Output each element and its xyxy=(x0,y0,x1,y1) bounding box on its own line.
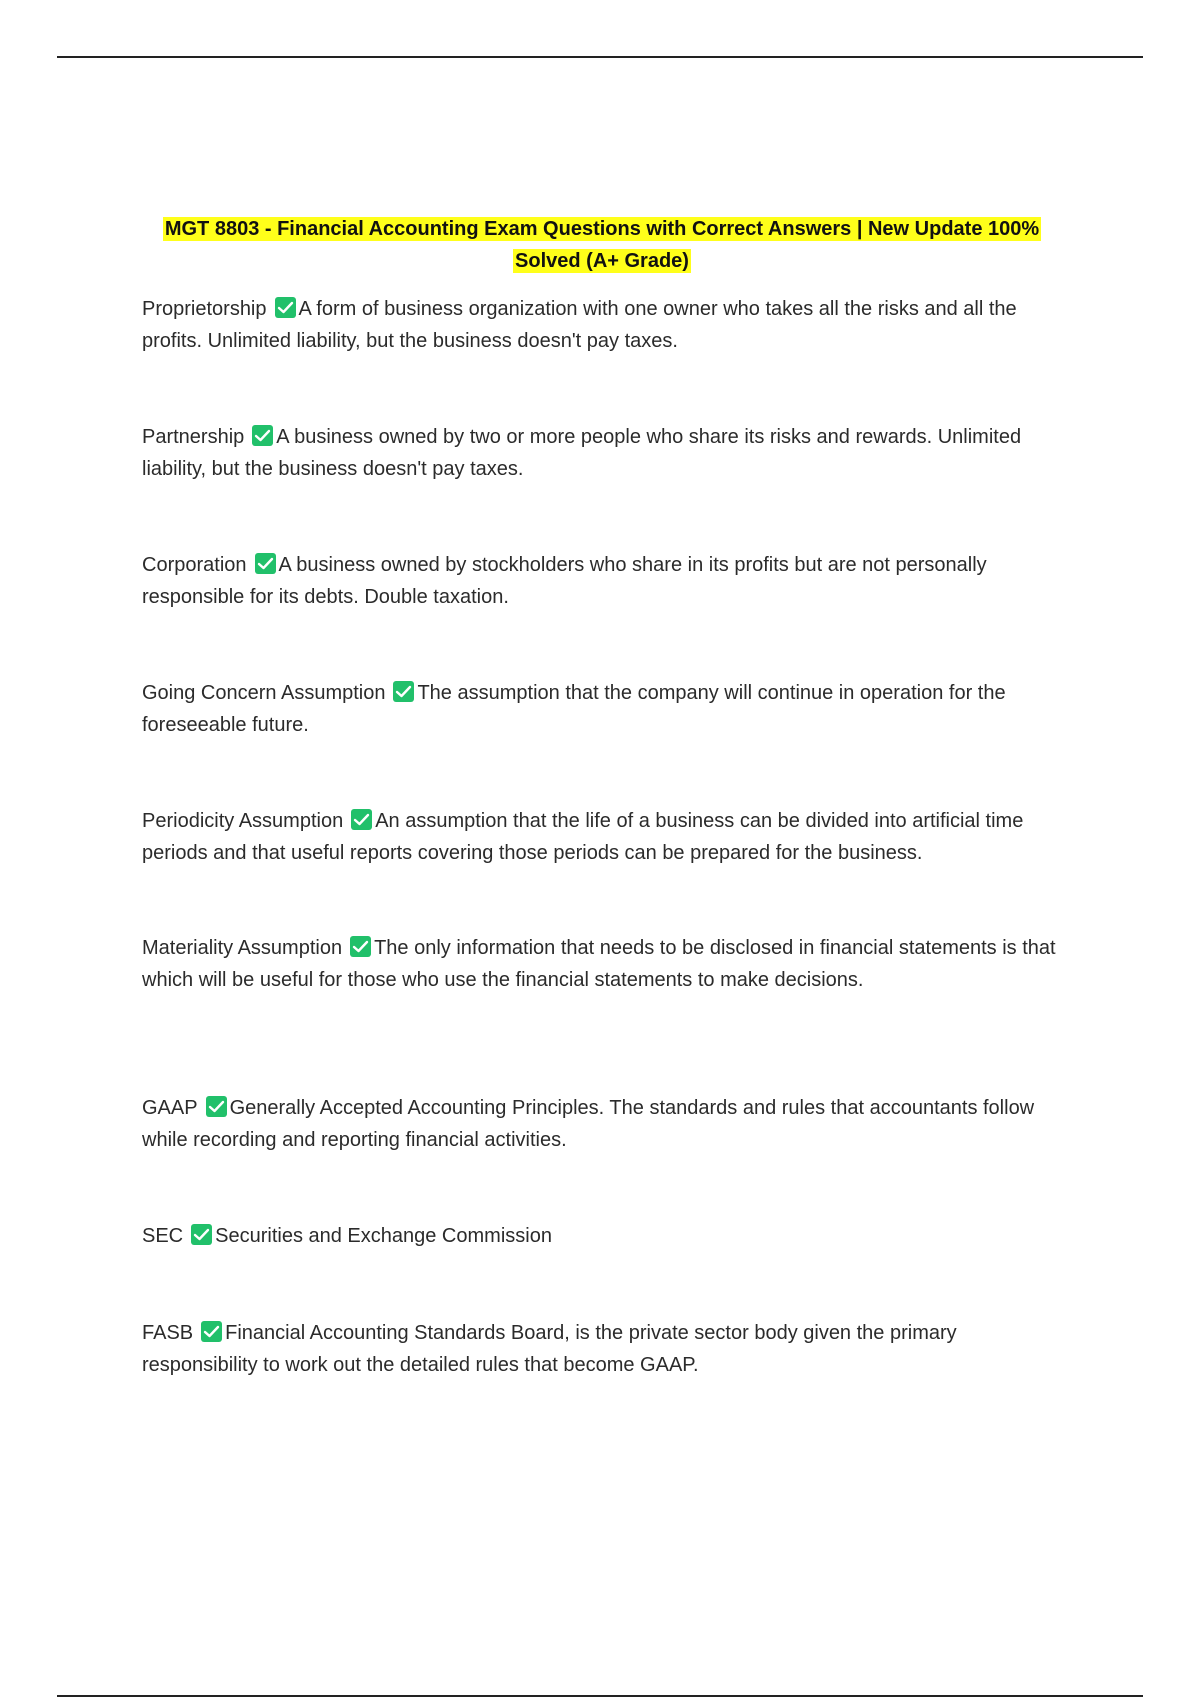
entry-definition: Generally Accepted Accounting Principles. The standards and rules that accountants follow while recording and reporting financial activities. xyxy=(142,1097,1035,1151)
entry-term: Going Concern Assumption xyxy=(142,682,386,704)
check-mark-icon xyxy=(255,553,276,574)
check-mark-icon xyxy=(275,297,296,318)
entry-corporation xyxy=(142,550,1072,613)
check-mark-icon xyxy=(201,1321,222,1342)
entry-term: Corporation xyxy=(142,554,247,576)
entry-gaap xyxy=(142,1093,1072,1156)
entry-term: GAAP xyxy=(142,1097,198,1119)
entry-periodicity-assumption xyxy=(142,806,1072,869)
check-mark-icon xyxy=(350,936,371,957)
document-title-text: MGT 8803 - Financial Accounting Exam Questions with Correct Answers | New Update 100% Solved (A+ Grade) xyxy=(164,218,1040,272)
entry-definition: The only information that needs to be disclosed in financial statements is that which will be useful for those who use the financial statements to make decisions. xyxy=(142,937,1056,991)
entry-sec xyxy=(142,1221,1072,1253)
entry-definition: A business owned by two or more people who share its risks and rewards. Unlimited liability, but the business doesn't pay taxes. xyxy=(142,426,1022,480)
entry-proprietorship xyxy=(142,294,1072,357)
entry-partnership xyxy=(142,422,1072,485)
entry-term: Materiality Assumption xyxy=(142,937,343,959)
entry-term: Proprietorship xyxy=(142,298,267,320)
check-mark-icon xyxy=(191,1224,212,1245)
entry-definition: The assumption that the company will continue in operation for the foreseeable future. xyxy=(142,682,1006,736)
check-mark-icon xyxy=(206,1096,227,1117)
entry-definition: An assumption that the life of a business can be divided into artificial time periods and that useful reports covering those periods can be prepared for the business. xyxy=(142,810,1024,864)
entry-definition: Financial Accounting Standards Board, is the private sector body given the primary responsibility to work out the detailed rules that become GAAP. xyxy=(142,1322,957,1376)
entry-definition: Securities and Exchange Commission xyxy=(215,1225,552,1247)
entry-term: Periodicity Assumption xyxy=(142,810,344,832)
document-title xyxy=(130,213,1074,277)
entry-term: Partnership xyxy=(142,426,245,448)
check-mark-icon xyxy=(393,681,414,702)
entry-definition: A business owned by stockholders who share in its profits but are not personally responsible for its debts. Double taxation. xyxy=(142,554,987,608)
check-mark-icon xyxy=(252,425,273,446)
entry-materiality-assumption xyxy=(142,933,1072,996)
bottom-divider xyxy=(57,1695,1143,1697)
top-divider xyxy=(57,56,1143,58)
entry-definition: A form of business organization with one owner who takes all the risks and all the profits. Unlimited liability, but the business doesn't pay taxes. xyxy=(142,298,1017,352)
entry-fasb xyxy=(142,1318,1072,1381)
entry-term: SEC xyxy=(142,1225,184,1247)
entry-going-concern-assumption xyxy=(142,678,1072,741)
entry-term: FASB xyxy=(142,1322,194,1344)
check-mark-icon xyxy=(351,809,372,830)
